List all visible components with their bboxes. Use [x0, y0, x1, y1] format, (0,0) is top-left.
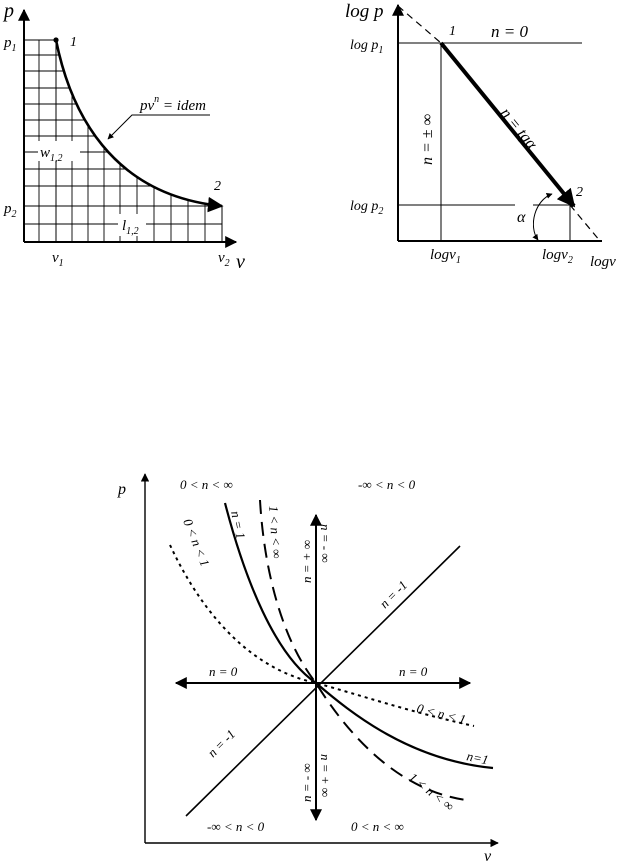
equation-leader [108, 115, 210, 139]
logp1-label: $\log p_1$ [350, 38, 384, 56]
v-axis-label: v [236, 251, 245, 273]
n-0-1-curve [170, 545, 474, 726]
n-zero-left-label: n = 0 [209, 664, 238, 679]
v-axis-3-label: v [484, 848, 492, 861]
polytropic-equation: $pv^n$ = idem [140, 94, 206, 114]
n-inf-label: n = ± ∞ [419, 114, 436, 165]
log-point-1-label: 1 [449, 24, 456, 39]
v1-label: $v_1$ [52, 250, 64, 269]
n-minus1-lower-label: n = -1 [204, 726, 239, 761]
n1-upper-label: n = 1 [228, 509, 249, 541]
n01-lower-label: 0 < n < 1 [415, 700, 468, 728]
p-axis-label: p [4, 0, 14, 22]
l-label: $l_{1,2}$ [122, 218, 139, 237]
region-top-left: 0 < n < ∞ [180, 477, 233, 492]
n-plus-inf-upper-label: n = + ∞ [299, 539, 314, 583]
n-zero-label: n = 0 [491, 22, 528, 41]
n1inf-upper-label: 1 < n < ∞ [266, 505, 285, 559]
n1inf-lower-label: 1 < n < ∞ [406, 769, 458, 814]
pv-diagram [2, 0, 245, 273]
n01-upper-label: 0 < n < 1 [180, 516, 213, 569]
state-point-1 [53, 37, 58, 42]
polytropic-curve [56, 40, 222, 206]
work-area-grid [24, 30, 230, 242]
n-minus1-upper-label: n = -1 [376, 577, 411, 612]
region-top-right: -∞ < n < 0 [358, 477, 416, 492]
work-label: $w_{1,2}$ [40, 145, 63, 164]
logv-axis-label: logv [590, 254, 616, 270]
n-plus-inf-lower-label: n = + ∞ [318, 754, 333, 798]
log-diagram [345, 1, 616, 270]
polytropes-diagram [117, 474, 498, 861]
point-1-label: 1 [70, 35, 77, 50]
p-axis-3-label: p [118, 481, 126, 498]
region-bottom-left: -∞ < n < 0 [207, 819, 265, 834]
point-2-label: 2 [214, 179, 221, 194]
n1-lower-label: n=1 [465, 748, 490, 768]
logv1-label: logv$_1$ [430, 247, 461, 266]
alpha-label: α [517, 209, 526, 226]
alpha-arc [533, 194, 552, 240]
v2-label: $v_2$ [218, 250, 230, 269]
n-tg-label: n = tgα [496, 104, 541, 153]
n-minus-inf-lower-label: n = - ∞ [299, 763, 314, 802]
isotherm-curve [225, 503, 493, 768]
p2-label: $p_2$ [4, 201, 17, 220]
logp-axis-label: log p [345, 1, 384, 22]
log-point-2-label: 2 [576, 185, 583, 200]
p1-label: $p_1$ [4, 35, 17, 54]
extension-lower [570, 205, 600, 241]
n-zero-right-label: n = 0 [399, 664, 428, 679]
logp2-label: $\log p_2$ [350, 199, 384, 217]
extension-upper [398, 6, 441, 43]
region-bottom-right: 0 < n < ∞ [351, 819, 404, 834]
n-minus-inf-upper-label: n = - ∞ [318, 524, 333, 563]
logv2-label: logv$_2$ [542, 247, 573, 266]
